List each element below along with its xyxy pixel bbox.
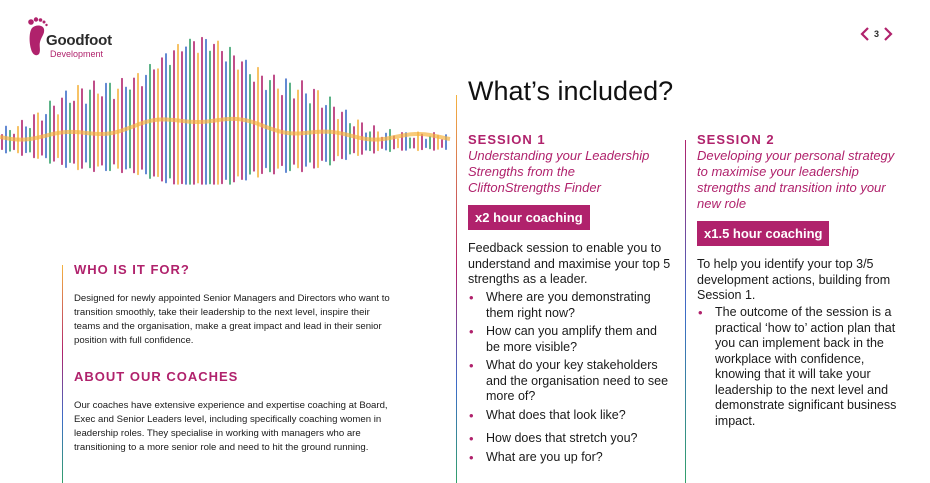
list-item: • What are you up for? <box>468 450 673 466</box>
chevron-right-icon[interactable] <box>883 26 893 42</box>
brand-subtitle: Development <box>50 49 104 59</box>
session1-heading: SESSION 1 <box>468 132 546 147</box>
sound-wave-graphic <box>0 10 455 185</box>
list-item: • How can you amplify them and be more visible? <box>468 324 673 355</box>
divider-line <box>62 265 63 483</box>
who-text: Designed for newly appointed Senior Managers and Directors who want to transition smoothly, take their leadership to the next level, inspire their teams and the organisation, make a great impact and lead in their senior position with full confidence. <box>74 293 390 346</box>
page-nav <box>860 24 893 44</box>
list-item: • What do your key stakeholders and the organisation need to see more of? <box>468 358 673 405</box>
session1-intro: Feedback session to enable you to understand and maximise your top 5 strengths as a leader. <box>468 241 671 286</box>
chevron-left-icon[interactable] <box>860 26 870 42</box>
session1-bullets <box>468 290 673 468</box>
who-heading: WHO IS IT FOR? <box>74 262 190 277</box>
coaches-text: Our coaches have extensive experience and expertise coaching at Board, Exec and Senior Leaders level, including specifically coaching women in leadership roles. They specialise in working with managers who are transitioning to a more senior role and need to hit the ground running. <box>74 400 388 453</box>
session2-badge: x1.5 hour coaching <box>697 221 829 246</box>
page-title: What’s included? <box>468 76 674 106</box>
list-item: • What does that look like? <box>468 408 673 424</box>
divider-line <box>685 140 686 483</box>
list-item: • Where are you demonstrating them right now? <box>468 290 673 321</box>
brand-name: Goodfoot <box>46 32 112 49</box>
session2-intro: To help you identify your top 3/5 development actions, building from Session 1. <box>697 257 891 302</box>
coaches-heading: ABOUT OUR COACHES <box>74 369 239 384</box>
session1-badge: x2 hour coaching <box>468 205 590 230</box>
session1-subtitle: Understanding your Leadership Strengths from the CliftonStrengths Finder <box>468 148 650 195</box>
divider-line <box>456 95 457 483</box>
session2-subtitle: Developing your personal strategy to maximise your leadership strengths and transition into your new role <box>697 148 895 211</box>
list-item: • The outcome of the session is a practical ‘how to’ action plan that you can implement back in the workplace with confidence, knowing that it will take your leadership to the next level and demonstrate significant business impact. <box>697 305 902 429</box>
page-number: 3 <box>874 29 880 39</box>
list-item: • How does that stretch you? <box>468 431 673 447</box>
wave-band <box>0 119 450 140</box>
session2-heading: SESSION 2 <box>697 132 775 147</box>
session2-bullets <box>697 305 902 432</box>
